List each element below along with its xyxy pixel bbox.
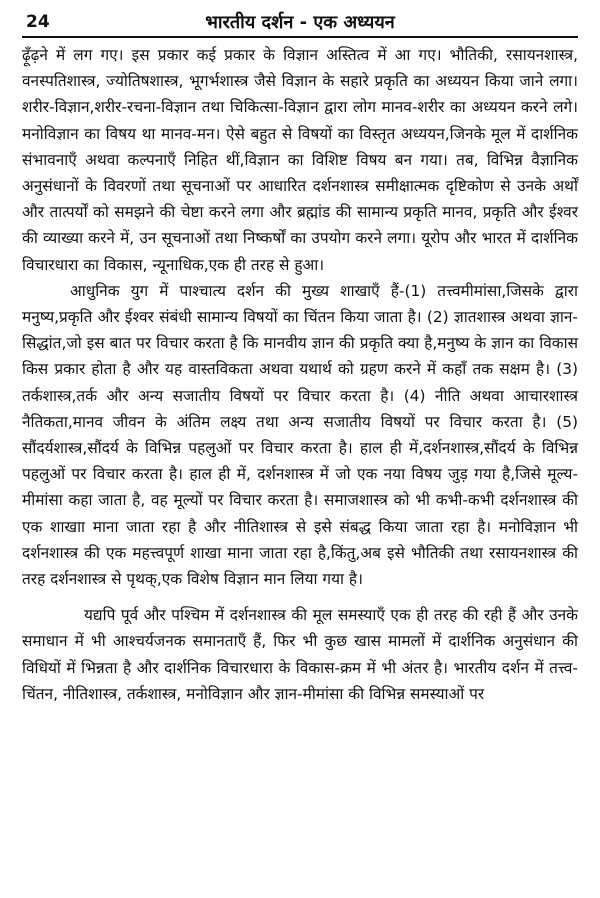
running-title: भारतीय दर्शन - एक अध्ययन [205, 12, 395, 33]
body-text [22, 42, 578, 707]
page-header [22, 6, 578, 38]
paragraph-1: ढ़ूँढ़ने में लग गए। इस प्रकार कई प्रकार के विज्ञान अस्तित्व में आ गए। भौतिकी, रसायनशास्त्र, वनस्पतिशास्त्र, ज्योतिषशास्त्र, भूगर्भशास्त्र जैसे विज्ञान के सहारे प्रकृति का अध्ययन किया जाने लगा। शरीर-विज्ञान,शरीर-रचना-विज्ञान तथा चिकित्सा-विज्ञान द्वारा लोग मानव-शरीर का अध्ययन करने लगे। मनोविज्ञान का विषय था मानव-मन। ऐसे बहुत से विषयों का विस्तृत अध्ययन,जिनके मूल में दार्शनिक संभावनाएँ अथवा कल्पनाएँ निहित थीं,विज्ञान का विशिष्ट विषय बन गया। तब, विभिन्न वैज्ञानिक अनुसंधानों के विवरणों तथा सूचनाओं पर आधारित दर्शनशास्त्र समीक्षात्मक दृष्टिकोण से उनके अर्थों और तात्पर्यों को समझने की चेष्टा करने लगा और ब्रह्मांड की सामान्य प्रकृति मानव, प्रकृति और ईश्वर की व्याख्या करने में, उन सूचनाओं तथा निष्कर्षों का उपयोग करने लगा। यूरोप और भारत में दार्शनिक विचारधारा का विकास, न्यूनाधिक,एक ही तरह से हुआ। [22, 46, 578, 274]
page-number: 24 [26, 12, 50, 32]
paragraph-3: यद्यपि पूर्व और पश्चिम में दर्शनशास्त्र की मूल समस्याएँ एक ही तरह की रही हैं और उनके समाधान में भी आश्चर्यजनक समानताएँ हैं, फिर भी कुछ खास मामलों में दार्शनिक अनुसंधान की विधियों में भिन्नता है और दार्शनिक विचारधारा के विकास-क्रम में भी अंतर है। भारतीय दर्शन में तत्त्व-चिंतन, नीतिशास्त्र, तर्कशास्त्र, मनोविज्ञान और ज्ञान-मीमांसा की विभिन्न समस्याओं पर [22, 606, 578, 703]
paragraph-2: आधुनिक युग में पाश्चात्य दर्शन की मुख्य शाखाएँ हैं-(1) तत्त्वमीमांसा,जिसके द्वारा मनुष्य,प्रकृति और ईश्वर संबंधी सामान्य विषयों का चिंतन किया जाता है। (2) ज्ञातशास्त्र अथवा ज्ञान-सिद्धांत,जो इस बात पर विचार करता है कि मानवीय ज्ञान की प्रकृति क्या है,मनुष्य के ज्ञान का विकास किस प्रकार होता है और यह वास्तविकता अथवा यथार्थ को ग्रहण करने में कहाँ तक सक्षम है। (3) तर्कशास्त्र,तर्क और अन्य सजातीय विषयों पर विचार करता है। (4) नीति अथवा आचारशास्त्र नैतिकता,मानव जीवन के अंतिम लक्ष्य तथा अन्य सजातीय विषयों पर विचार करता है। (5) सौंदर्यशास्त्र,सौंदर्य के विभिन्न पहलुओं पर विचार करता है। हाल ही में,दर्शनशास्त्र,सौंदर्य के विभिन्न पहलुओं पर विचार करता है। हाल ही में, दर्शनशास्त्र में जो एक नया विषय जुड़ गया है,जिसे मूल्य-मीमांसा कहा जाता है, वह मूल्यों पर विचार करता है। समाजशास्त्र को भी कभी-कभी दर्शनशास्त्र की एक शाखाा माना जाता रहा है और नीतिशास्त्र से इसे संबद्ध किया जाता रहा है। मनोविज्ञान भी दर्शनशास्त्र की एक महत्त्वपूर्ण शाखा माना जाता रहा है,किंतु,अब इसे भौतिकी तथा रसायनशास्त्र की तरह दर्शनशास्त्र से पृथक्,एक विशेष विज्ञान मान लिया गया है। [22, 281, 578, 589]
